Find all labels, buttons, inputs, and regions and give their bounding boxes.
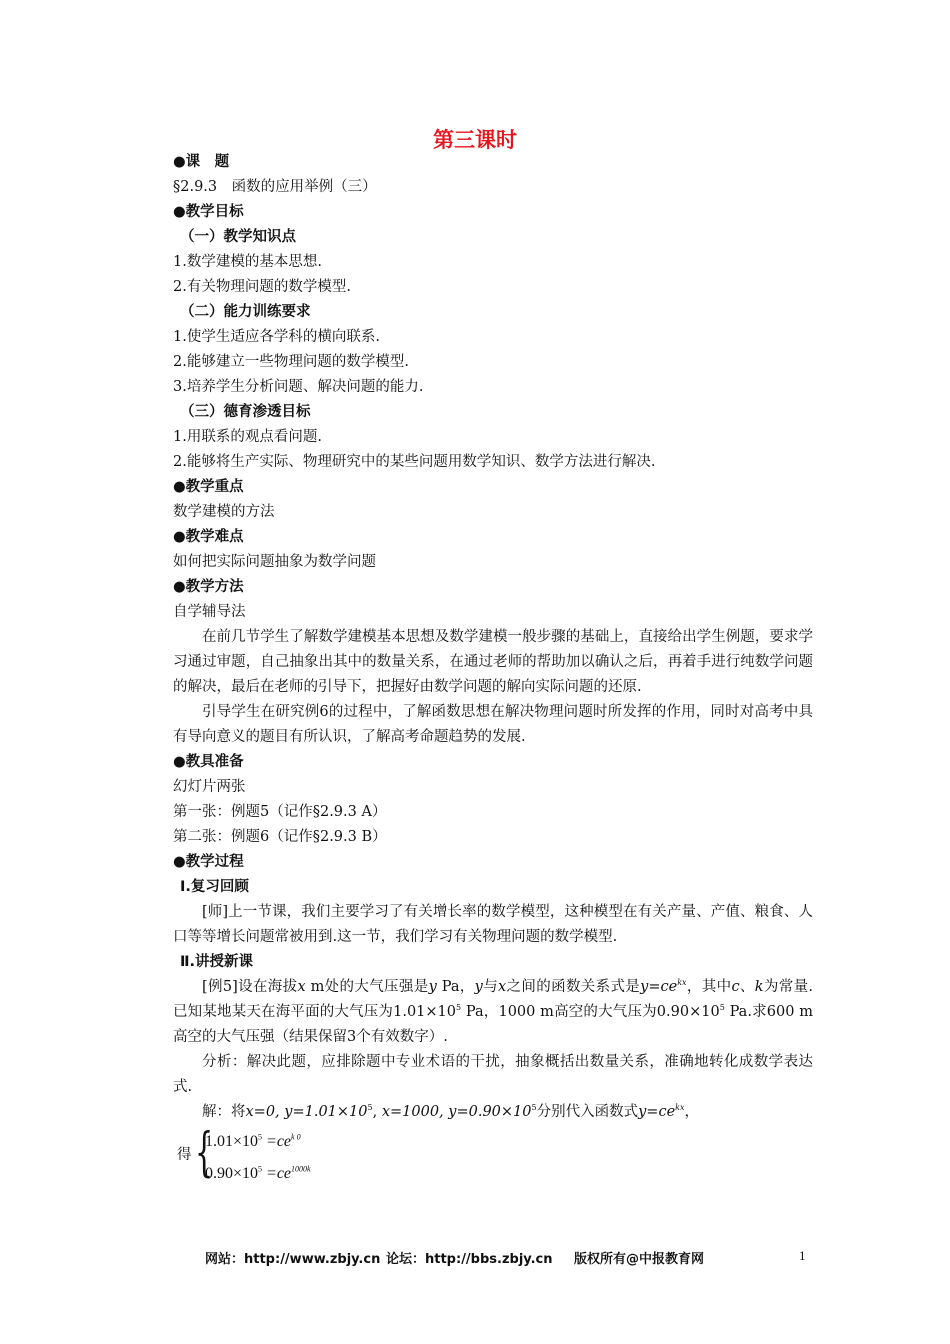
- subsection-heading: （一）教学知识点: [180, 229, 296, 245]
- footer-website[interactable]: 网站：http://www.zbjy.cn: [205, 1252, 381, 1267]
- body-line: 1.数学建模的基本思想.: [173, 254, 322, 270]
- formula: y=ce: [640, 979, 678, 995]
- footer-forum[interactable]: 论坛：http://bbs.zbjy.cn: [386, 1252, 553, 1267]
- solution-text: 分别代入函数式: [536, 1104, 639, 1120]
- body-line: 第二张：例题6（记作§2.9.3 B）: [173, 829, 387, 845]
- body-lines: [173, 150, 813, 975]
- body-line: 2.能够建立一些物理问题的数学模型.: [173, 354, 409, 370]
- example-text: Pa，: [436, 979, 475, 995]
- body-paragraph: 引导学生在研究例6的过程中，了解函数思想在解决物理问题时所发挥的作用，同时对高考中具有导向意义的题目有所认识，了解高考命题趋势的发展.: [173, 704, 813, 745]
- solution-math: y=0.90×10: [448, 1104, 532, 1120]
- body-paragraph: [师]上一节课，我们主要学习了有关增长率的数学模型，这种模型在有关产量、产值、粮食、人口等等增长问题常被用到.这一节，我们学习有关物理问题的数学模型.: [173, 904, 813, 945]
- var-y: y: [428, 979, 437, 995]
- footer-copyright: 版权所有@中报教育网: [574, 1252, 705, 1267]
- equation-system: [173, 1123, 813, 1191]
- var-x: x: [297, 979, 306, 995]
- section-heading: ●教学重点: [173, 479, 244, 495]
- eq-left: 0.90×10: [205, 1165, 259, 1182]
- eq-right: =ce: [262, 1133, 292, 1150]
- exponent: 5: [531, 1103, 537, 1113]
- body-line: 2.有关物理问题的数学模型.: [173, 279, 351, 295]
- exponent: 5: [258, 1164, 263, 1174]
- example-text: ，其中: [686, 979, 732, 995]
- example-text: 、: [739, 979, 755, 995]
- left-brace-icon: {: [195, 1123, 214, 1183]
- solution-text: 解：将: [202, 1104, 246, 1120]
- solution-math: x=0,: [245, 1104, 285, 1120]
- equation-1: [205, 1129, 301, 1154]
- section-heading: ●教具准备: [173, 754, 244, 770]
- body-line: 1.用联系的观点看问题.: [173, 429, 322, 445]
- body-line: §2.9.3 函数的应用举例（三）: [173, 179, 377, 195]
- formula-exponent: kx: [675, 1103, 685, 1113]
- page-number: 1: [799, 1248, 806, 1263]
- body-line: 第一张：例题5（记作§2.9.3 A）: [173, 804, 387, 820]
- exponent: 5: [456, 1003, 462, 1013]
- subsection-heading: （三）德育渗透目标: [180, 404, 311, 420]
- example-5-paragraph: [173, 975, 813, 1050]
- solution-text: ，: [684, 1104, 700, 1120]
- example-text: Pa，1000 m高空的大气压为0.90×10: [461, 1004, 720, 1020]
- section-heading: ●教学方法: [173, 579, 244, 595]
- var-c: c: [731, 979, 740, 995]
- example-text: m处的大气压强是: [305, 979, 429, 995]
- body-line: 1.使学生适应各学科的横向联系.: [173, 329, 380, 345]
- exponent: 5: [258, 1132, 263, 1142]
- example-text: Pa.求600 m高空的大气压强（结果保留3个有效数字）.: [173, 1004, 813, 1045]
- exponent: k 0: [291, 1132, 301, 1142]
- section-heading: ●教学过程: [173, 854, 244, 870]
- example-text: 与: [482, 979, 499, 995]
- body-line: 数学建模的方法: [173, 504, 275, 520]
- document-body: [173, 150, 813, 1191]
- body-line: 2.能够将生产实际、物理研究中的某些问题用数学知识、数学方法进行解决.: [173, 454, 656, 470]
- body-line: 3.培养学生分析问题、解决问题的能力.: [173, 379, 424, 395]
- exponent: 1000k: [291, 1164, 311, 1174]
- body-paragraph: 在前几节学生了解数学建模基本思想及数学建模一般步骤的基础上，直接给出学生例题，要求学习通过审题，自己抽象出其中的数量关系，在通过老师的帮助加以确认之后，再着手进行纯数学问题的解决，最后在老师的引导下，把握好由数学问题的解向实际问题的还原.: [173, 629, 813, 695]
- var-k: k: [754, 979, 764, 995]
- solution-line: [173, 1100, 813, 1125]
- exponent: 5: [367, 1103, 373, 1113]
- formula-exponent: kx: [677, 978, 687, 988]
- analysis-paragraph: 分析：解决此题，应排除题中专业术语的干扰，抽象概括出数量关系，准确地转化成数学表达式.: [173, 1054, 813, 1095]
- equation-2: [205, 1161, 311, 1186]
- solution-math: y=1.01×10: [284, 1104, 368, 1120]
- body-line: 幻灯片两张: [173, 779, 246, 795]
- section-heading: ●教学目标: [173, 204, 244, 220]
- solution-text: ,: [372, 1104, 382, 1120]
- example-text: 之间的函数关系式是: [506, 979, 641, 995]
- formula: y=ce: [638, 1104, 676, 1120]
- exponent: 5: [719, 1003, 725, 1013]
- solution-math: x=1000,: [381, 1104, 449, 1120]
- body-line: 自学辅导法: [173, 604, 246, 620]
- example-text: 为常量.已知某地某天在海平面的大气压为1.01×10: [173, 979, 814, 1020]
- section-heading: ●课 题: [173, 154, 230, 170]
- subsection-heading: Ⅰ.复习回顾: [180, 879, 249, 895]
- subsection-heading: （二）能力训练要求: [180, 304, 311, 320]
- subsection-heading: Ⅱ.讲授新课: [180, 954, 254, 970]
- var-y: y: [474, 979, 483, 995]
- page-title: 第三课时: [433, 128, 517, 152]
- body-line: 如何把实际问题抽象为数学问题: [173, 554, 376, 570]
- system-prefix: 得: [177, 1147, 192, 1163]
- eq-right: =ce: [262, 1165, 292, 1182]
- example-text: [例5]设在海拔: [202, 979, 298, 995]
- eq-left: 1.01×10: [205, 1133, 259, 1150]
- section-heading: ●教学难点: [173, 529, 244, 545]
- var-x: x: [498, 979, 507, 995]
